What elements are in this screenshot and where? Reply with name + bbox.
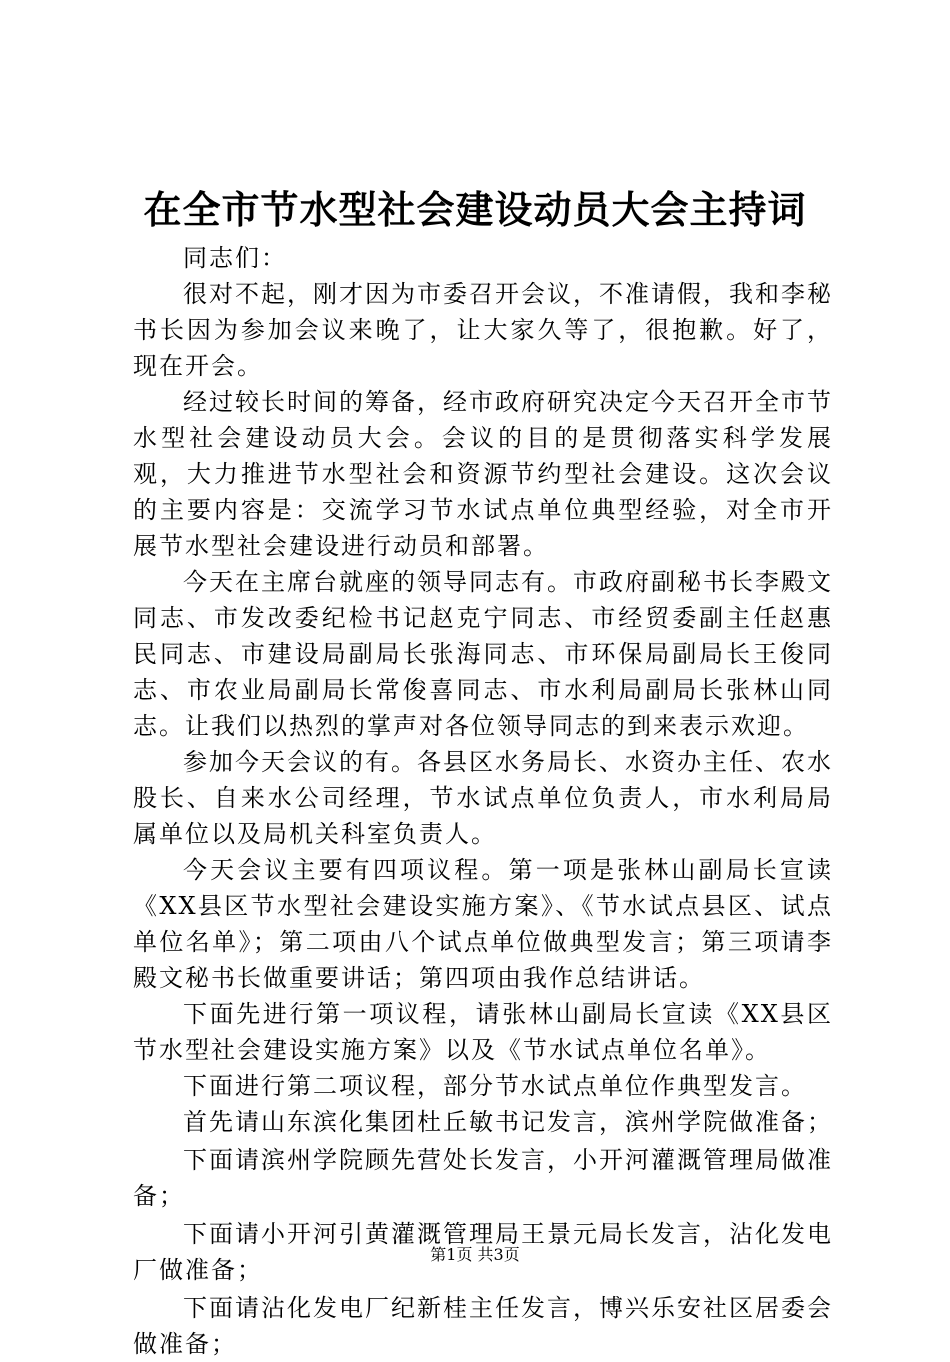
paragraph-attendees: 参加今天会议的有。各县区水务局长、水资办主任、农水股长、自来水公司经理，节水试点单位负责人，市水利局局属单位以及局机关科室负责人。 (133, 748, 833, 848)
paragraph-speaker-2: 下面请滨州学院顾先营处长发言，小开河灌溉管理局做准备； (133, 1146, 833, 1210)
paragraph-speaker-3: 下面请小开河引黄灌溉管理局王景元局长发言，沾化发电厂做准备； (133, 1220, 833, 1284)
paragraph-salutation: 同志们： (183, 244, 287, 272)
paragraph-speaker-1: 首先请山东滨化集团杜丘敏书记发言，滨州学院做准备； (183, 1108, 833, 1136)
paragraph-item-one: 下面先进行第一项议程，请张林山副局长宣读《XX县区节水型社会建设实施方案》以及《节水试点单位名单》。 (133, 1000, 833, 1064)
paragraph-purpose: 经过较长时间的筹备，经市政府研究决定今天召开全市节水型社会建设动员大会。会议的目的是贯彻落实科学发展观，大力推进节水型社会和资源节约型社会建设。这次会议的主要内容是：交流学习节水试点单位典型经验，对全市开展节水型社会建设进行动员和部署。 (133, 388, 833, 560)
paragraph-apology: 很对不起，刚才因为市委召开会议，不准请假，我和李秘书长因为参加会议来晚了，让大家久等了，很抱歉。好了，现在开会。 (133, 280, 833, 380)
document-body (133, 240, 833, 1362)
paragraph-agenda: 今天会议主要有四项议程。第一项是张林山副局长宣读《XX县区节水型社会建设实施方案》、《节水试点县区、试点单位名单》；第二项由八个试点单位做典型发言；第三项请李殿文秘书长做重要讲话；第四项由我作总结讲话。 (133, 856, 833, 992)
paragraph-item-two: 下面进行第二项议程，部分节水试点单位作典型发言。 (183, 1072, 807, 1100)
paragraph-speaker-4: 下面请沾化发电厂纪新桂主任发言，博兴乐安社区居委会做准备； (133, 1294, 833, 1358)
document-title: 在全市节水型社会建设动员大会主持词 (143, 187, 807, 232)
page-footer: 第1页 共3页 (430, 1245, 520, 1264)
paragraph-leaders: 今天在主席台就座的领导同志有。市政府副秘书长李殿文同志、市发改委纪检书记赵克宁同志、市经贸委副主任赵惠民同志、市建设局副局长张海同志、市环保局副局长王俊同志、市农业局副局长常俊喜同志、市水利局副局长张林山同志。让我们以热烈的掌声对各位领导同志的到来表示欢迎。 (133, 568, 833, 740)
